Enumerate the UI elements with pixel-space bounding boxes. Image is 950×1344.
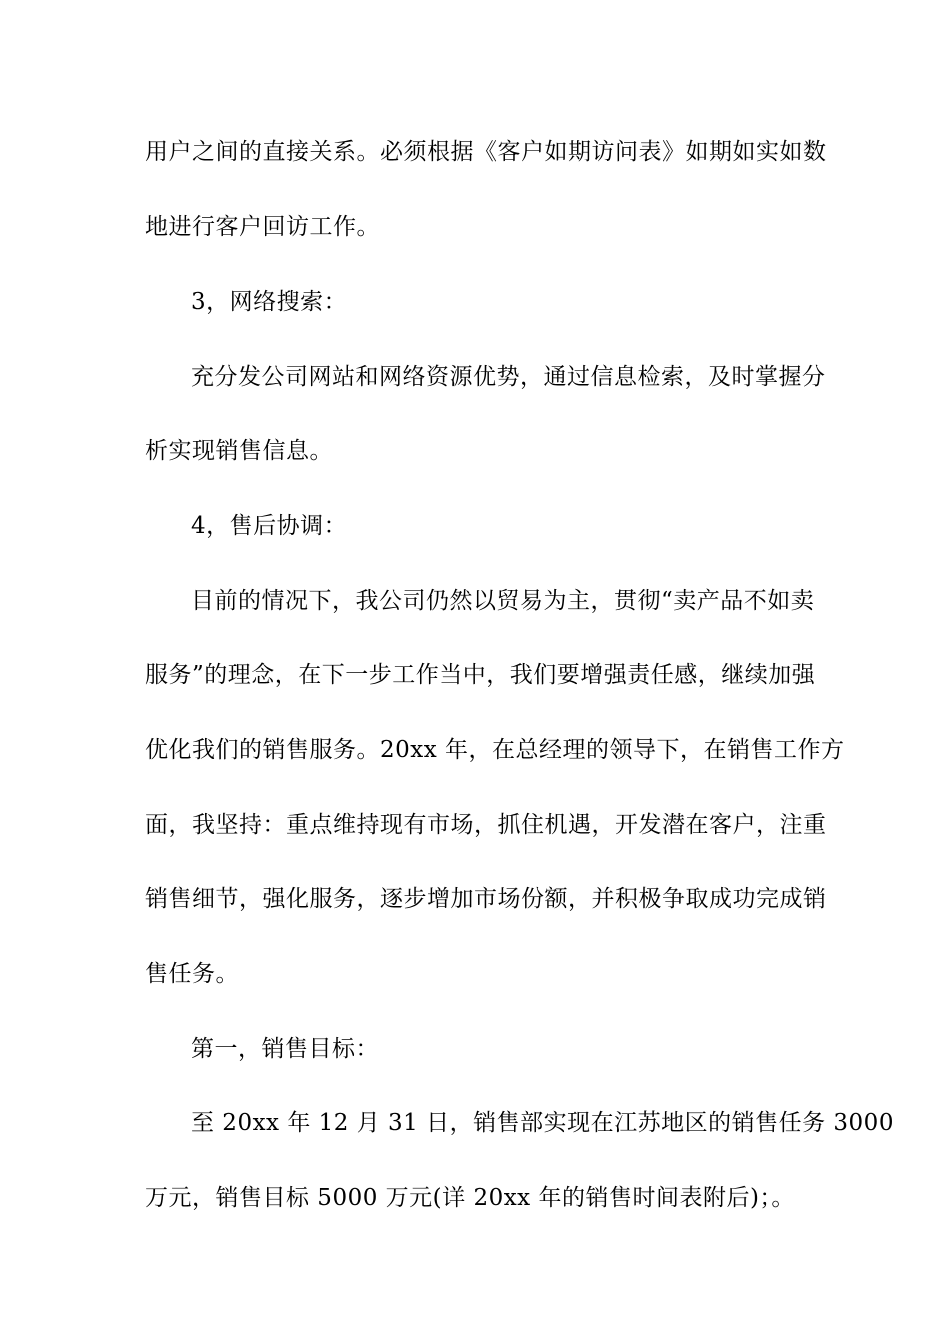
section-heading: 4，售后协调： <box>191 513 348 539</box>
paragraph-line: 地进行客户回访工作。 <box>145 214 380 240</box>
paragraph-line: 析实现销售信息。 <box>145 438 333 464</box>
paragraph-line: 售任务。 <box>145 961 239 987</box>
section-heading: 3，网络搜索： <box>191 289 348 315</box>
section-heading: 第一，销售目标： <box>191 1036 379 1062</box>
paragraph-line: 优化我们的销售服务。20xx 年，在总经理的领导下，在销售工作方 <box>145 737 845 763</box>
paragraph-line: 至 20xx 年 12 月 31 日，销售部实现在江苏地区的销售任务 3000 <box>191 1110 894 1136</box>
paragraph-line: 用户之间的直接关系。必须根据《客户如期访问表》如期如实如数 <box>145 139 827 165</box>
paragraph-line: 服务”的理念，在下一步工作当中，我们要增强责任感，继续加强 <box>145 662 816 688</box>
paragraph-line: 万元，销售目标 5000 万元(详 20xx 年的销售时间表附后)；。 <box>145 1185 795 1211</box>
paragraph-line: 目前的情况下，我公司仍然以贸易为主，贯彻“卖产品不如卖 <box>191 588 815 614</box>
paragraph-line: 充分发公司网站和网络资源优势，通过信息检索，及时掌握分 <box>191 364 826 390</box>
paragraph-line: 面，我坚持：重点维持现有市场，抓住机遇，开发潜在客户，注重 <box>145 812 827 838</box>
paragraph-line: 销售细节，强化服务，逐步增加市场份额，并积极争取成功完成销 <box>145 886 827 912</box>
